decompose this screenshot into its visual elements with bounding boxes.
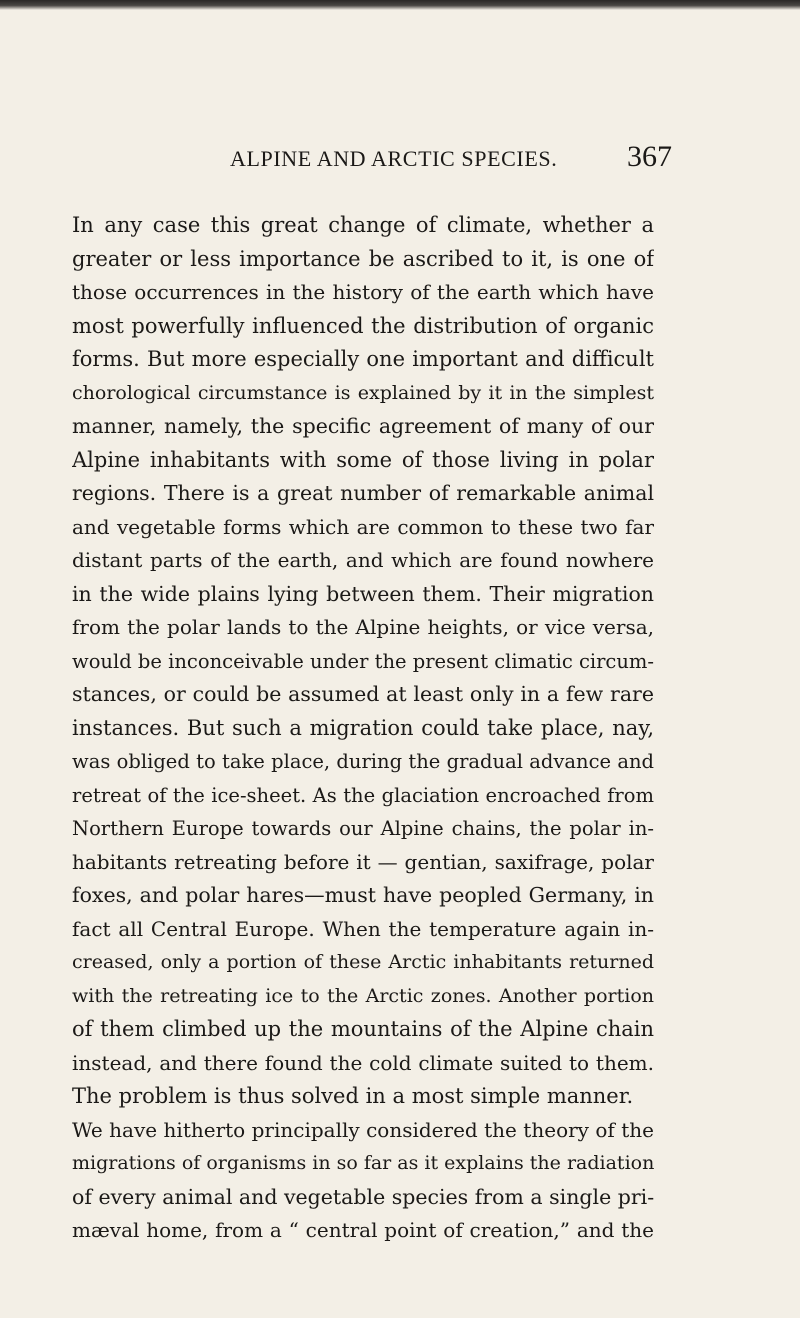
text-line: We have hitherto principally considered the theory of the (72, 1117, 654, 1142)
text-line: most powerfully influenced the distribution of organic (72, 313, 654, 338)
text-line: instances. But such a migration could take place, nay, (72, 715, 654, 740)
text-line: distant parts of the earth, and which are found nowhere (72, 548, 654, 572)
text-line: with the retreating ice to the Arctic zones. Another portion (72, 984, 654, 1007)
page-number: 367 (627, 140, 672, 173)
body-text (72, 209, 654, 1248)
text-line: forms. But more especially one important and difficult (72, 347, 654, 371)
text-line: In any case this great change of climate, whether a (72, 213, 654, 237)
text-line: creased, only a portion of these Arctic inhabitants returned (72, 951, 654, 973)
text-line: retreat of the ice-sheet. As the glaciation encroached from (72, 783, 654, 807)
text-line: The problem is thus solved in a most simple manner. (72, 1084, 634, 1108)
text-line: regions. There is a great number of remarkable animal (72, 481, 654, 505)
text-line: manner, namely, the specific agreement of many of our (72, 414, 654, 438)
text-line: migrations of organisms in so far as it explains the radiation (72, 1152, 654, 1174)
text-line: greater or less importance be ascribed to it, is one of (72, 246, 654, 271)
text-line: of every animal and vegetable species from a single pri- (72, 1184, 654, 1209)
text-line: would be inconceivable under the present climatic circum- (72, 649, 654, 673)
text-line: Northern Europe towards our Alpine chains, the polar in- (72, 817, 654, 840)
text-line: Alpine inhabitants with some of those living in polar (72, 447, 654, 472)
text-line: fact all Central Europe. When the temperature again in- (72, 916, 654, 941)
text-line: stances, or could be assumed at least only in a few rare (72, 682, 654, 706)
text-line: from the polar lands to the Alpine heights, or vice versa, (72, 615, 654, 639)
text-line: instead, and there found the cold climate suited to them. (72, 1050, 654, 1075)
text-line: those occurrences in the history of the earth which have (72, 280, 654, 304)
text-line: mæval home, from a “ central point of creation,” and the (72, 1218, 654, 1242)
text-line: chorological circumstance is explained by it in the simplest (72, 381, 654, 404)
page-top-edge (0, 0, 800, 10)
text-line: was obliged to take place, during the gradual advance and (72, 750, 654, 773)
text-line: of them climbed up the mountains of the Alpine chain (72, 1017, 654, 1041)
running-head: ALPINE AND ARCTIC SPECIES. (230, 146, 558, 171)
text-line: habitants retreating before it — gentian, saxifrage, polar (72, 849, 654, 874)
text-line: foxes, and polar hares—must have peopled Germany, in (72, 883, 654, 907)
text-line: and vegetable forms which are common to these two far (72, 514, 654, 539)
text-line: in the wide plains lying between them. Their migration (72, 581, 654, 606)
